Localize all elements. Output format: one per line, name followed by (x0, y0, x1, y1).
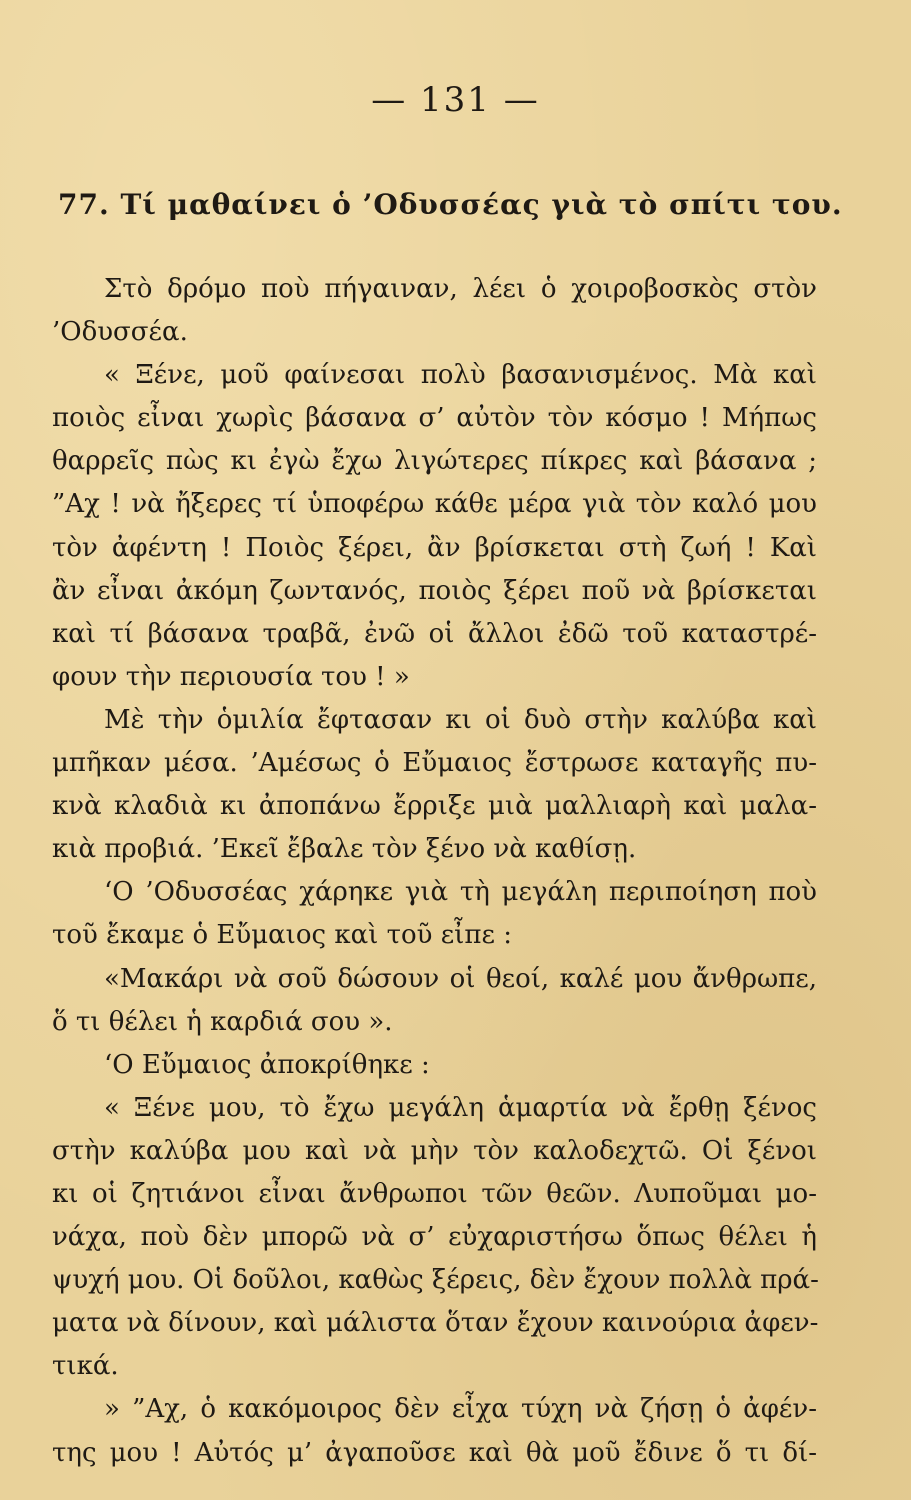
text-line: στὴν καλύβα μου καὶ νὰ μὴν τὸν καλοδεχτῶ. Οἱ ξένοι (52, 1135, 817, 1166)
text-line: τοῦ ἔκαμε ὁ Εὔμαιος καὶ τοῦ εἶπε : (52, 920, 512, 951)
text-line: Μὲ τὴν ὁμιλία ἔφτασαν κι οἱ δυὸ στὴν καλύβα καὶ (104, 704, 817, 735)
text-line: » ”Αχ, ὁ κακόμοιρος δὲν εἶχα τύχη νὰ ζήσῃ ὁ ἀφέν- (104, 1394, 817, 1425)
text-line: « Ξένε μου, τὸ ἔχω μεγάλη ἁμαρτία νὰ ἔρθῃ ξένος (104, 1092, 817, 1123)
text-line: κι οἱ ζητιάνοι εἶναι ἄνθρωποι τῶν θεῶν. Λυποῦμαι μο- (52, 1178, 817, 1209)
text-line: τικά. (52, 1351, 119, 1382)
text-line: της μου ! Αὐτός μ’ ἀγαποῦσε καὶ θὰ μοῦ ἔδινε ὅ τι δί- (52, 1437, 817, 1468)
text-line: φουν τὴν περιουσία του ! » (52, 661, 410, 692)
text-line: ‘Ο ’Οδυσσέας χάρηκε γιὰ τὴ μεγάλη περιποίηση ποὺ (104, 877, 817, 908)
text-line: ματα νὰ δίνουν, καὶ μάλιστα ὅταν ἔχουν καινούρια ἀφεν- (52, 1308, 819, 1339)
text-line: ’Οδυσσέα. (52, 317, 188, 348)
text-line: τὸν ἀφέντη ! Ποιὸς ξέρει, ἂν βρίσκεται στὴ ζωή ! Καὶ (52, 532, 817, 563)
page-number: — 131 — (371, 80, 540, 120)
text-line: ‘Ο Εὔμαιος ἀποκρίθηκε : (104, 1049, 430, 1080)
text-line: καὶ τί βάσανα τραβᾶ, ἐνῶ οἱ ἄλλοι ἐδῶ τοῦ καταστρέ- (52, 618, 817, 649)
text-line: ἂν εἶναι ἀκόμη ζωντανός, ποιὸς ξέρει ποῦ νὰ βρίσκεται (52, 575, 817, 606)
text-line: μπῆκαν μέσα. ’Αμέσως ὁ Εὔμαιος ἔστρωσε καταγῆς πυ- (52, 748, 817, 779)
text-line: νάχα, ποὺ δὲν μπορῶ νὰ σ’ εὐχαριστήσω ὅπως θέλει ἡ (52, 1222, 817, 1253)
text-line: ψυχή μου. Οἱ δοῦλοι, καθὼς ξέρεις, δὲν ἔχουν πολλὰ πρά- (52, 1265, 819, 1296)
text-line: κιὰ προβιά. ’Εκεῖ ἔβαλε τὸν ξένο νὰ καθίσῃ. (52, 834, 637, 865)
text-line: κνὰ κλαδιὰ κι ἀποπάνω ἔρριξε μιὰ μαλλιαρὴ καὶ μαλα- (52, 791, 817, 822)
body-text (52, 268, 817, 1475)
text-line: θαρρεῖς πὼς κι ἐγὼ ἔχω λιγώτερες πίκρες καὶ βάσανα ; (52, 446, 817, 477)
text-line: ὅ τι θέλει ἡ καρδιά σου ». (52, 1006, 393, 1037)
text-line: «Μακάρι νὰ σοῦ δώσουν οἱ θεοί, καλέ μου ἄνθρωπε, (104, 963, 817, 994)
chapter-heading: 77. Τί μαθαίνει ὁ ’Οδυσσέας γιὰ τὸ σπίτι του. (58, 188, 843, 221)
text-line: « Ξένε, μοῦ φαίνεσαι πολὺ βασανισμένος. Μὰ καὶ (104, 360, 817, 391)
text-line: ”Αχ ! νὰ ἤξερες τί ὑποφέρω κάθε μέρα γιὰ τὸν καλό μου (52, 489, 817, 520)
text-line: ποιὸς εἶναι χωρὶς βάσανα σ’ αὐτὸν τὸν κόσμο ! Μήπως (52, 403, 817, 434)
text-line: Στὸ δρόμο ποὺ πήγαιναν, λέει ὁ χοιροβοσκὸς στὸν (104, 274, 817, 304)
